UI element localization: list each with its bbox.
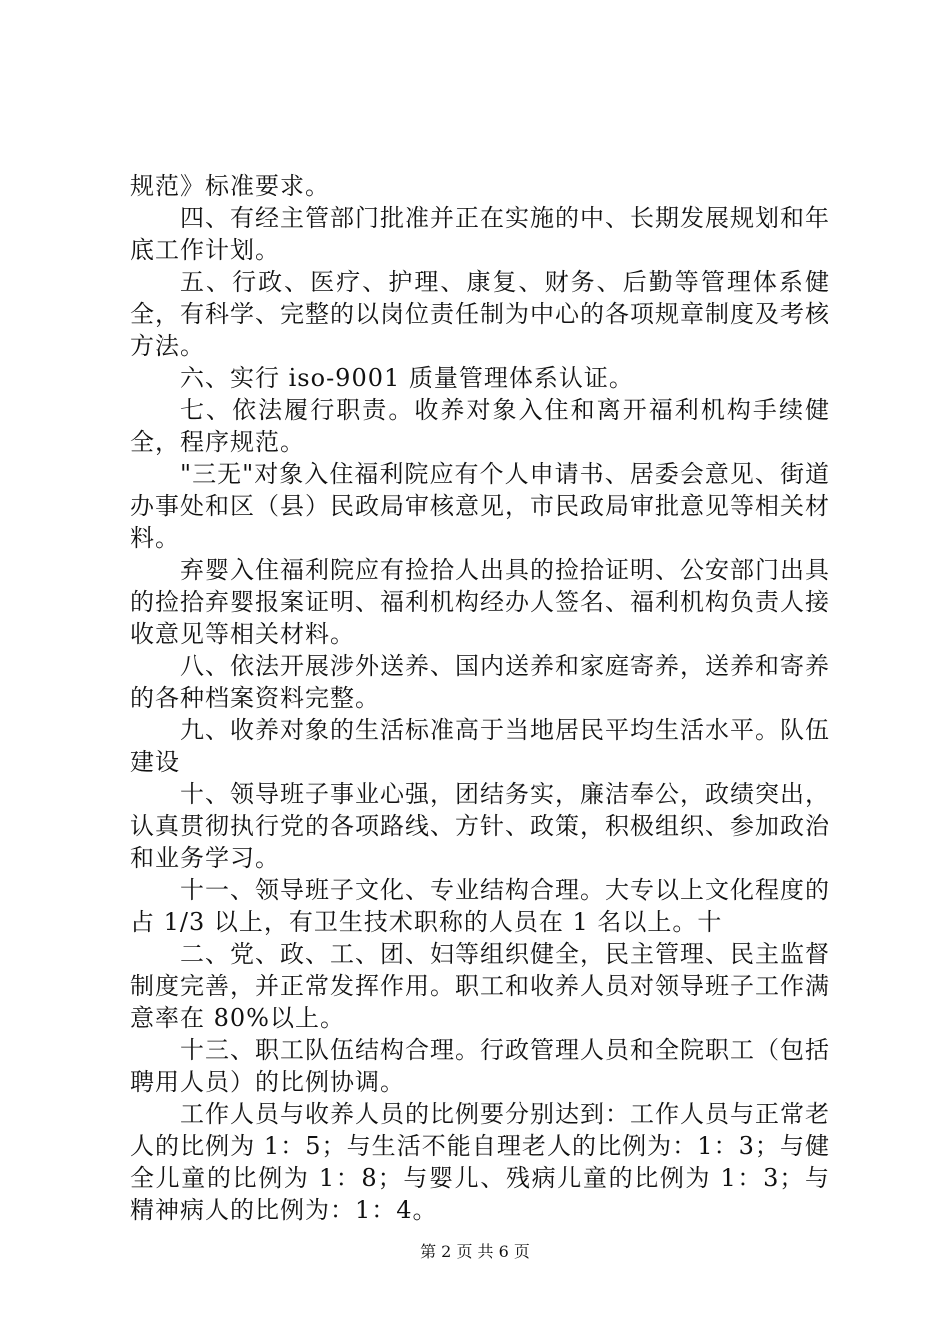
document-body [130, 170, 830, 1226]
paragraph: 工作人员与收养人员的比例要分别达到：工作人员与正常老人的比例为 1：5；与生活不能自理老人的比例为：1：3；与健全儿童的比例为 1：8；与婴儿、残病儿童的比例为 1：3；与精神病人的比例为：1：4。 [130, 1100, 830, 1224]
paragraph: 十、领导班子事业心强，团结务实，廉洁奉公，政绩突出，认真贯彻执行党的各项路线、方针、政策，积极组织、参加政治和业务学习。 [130, 780, 830, 872]
paragraph: 九、收养对象的生活标准高于当地居民平均生活水平。队伍建设 [130, 716, 830, 776]
paragraph: 四、有经主管部门批准并正在实施的中、长期发展规划和年底工作计划。 [130, 204, 830, 264]
paragraph: 二、党、政、工、团、妇等组织健全，民主管理、民主监督制度完善，并正常发挥作用。职工和收养人员对领导班子工作满意率在 80%以上。 [130, 940, 830, 1032]
page-footer: 第 2 页 共 6 页 [420, 1242, 530, 1261]
paragraph: 十一、领导班子文化、专业结构合理。大专以上文化程度的占 1/3 以上，有卫生技术职称的人员在 1 名以上。十 [130, 876, 830, 936]
paragraph: 五、行政、医疗、护理、康复、财务、后勤等管理体系健全，有科学、完整的以岗位责任制为中心的各项规章制度及考核方法。 [130, 268, 830, 360]
paragraph: 六、实行 iso-9001 质量管理体系认证。 [180, 364, 634, 392]
paragraph: 七、依法履行职责。收养对象入住和离开福利机构手续健全，程序规范。 [130, 396, 830, 456]
paragraph: 规范》标准要求。 [130, 172, 330, 200]
paragraph: 弃婴入住福利院应有捡拾人出具的捡拾证明、公安部门出具的捡拾弃婴报案证明、福利机构经办人签名、福利机构负责人接收意见等相关材料。 [130, 556, 830, 648]
paragraph: 八、依法开展涉外送养、国内送养和家庭寄养，送养和寄养的各种档案资料完整。 [130, 652, 830, 712]
paragraph: "三无"对象入住福利院应有个人申请书、居委会意见、街道办事处和区（县）民政局审核意见，市民政局审批意见等相关材料。 [130, 460, 830, 552]
paragraph: 十三、职工队伍结构合理。行政管理人员和全院职工（包括聘用人员）的比例协调。 [130, 1036, 830, 1096]
